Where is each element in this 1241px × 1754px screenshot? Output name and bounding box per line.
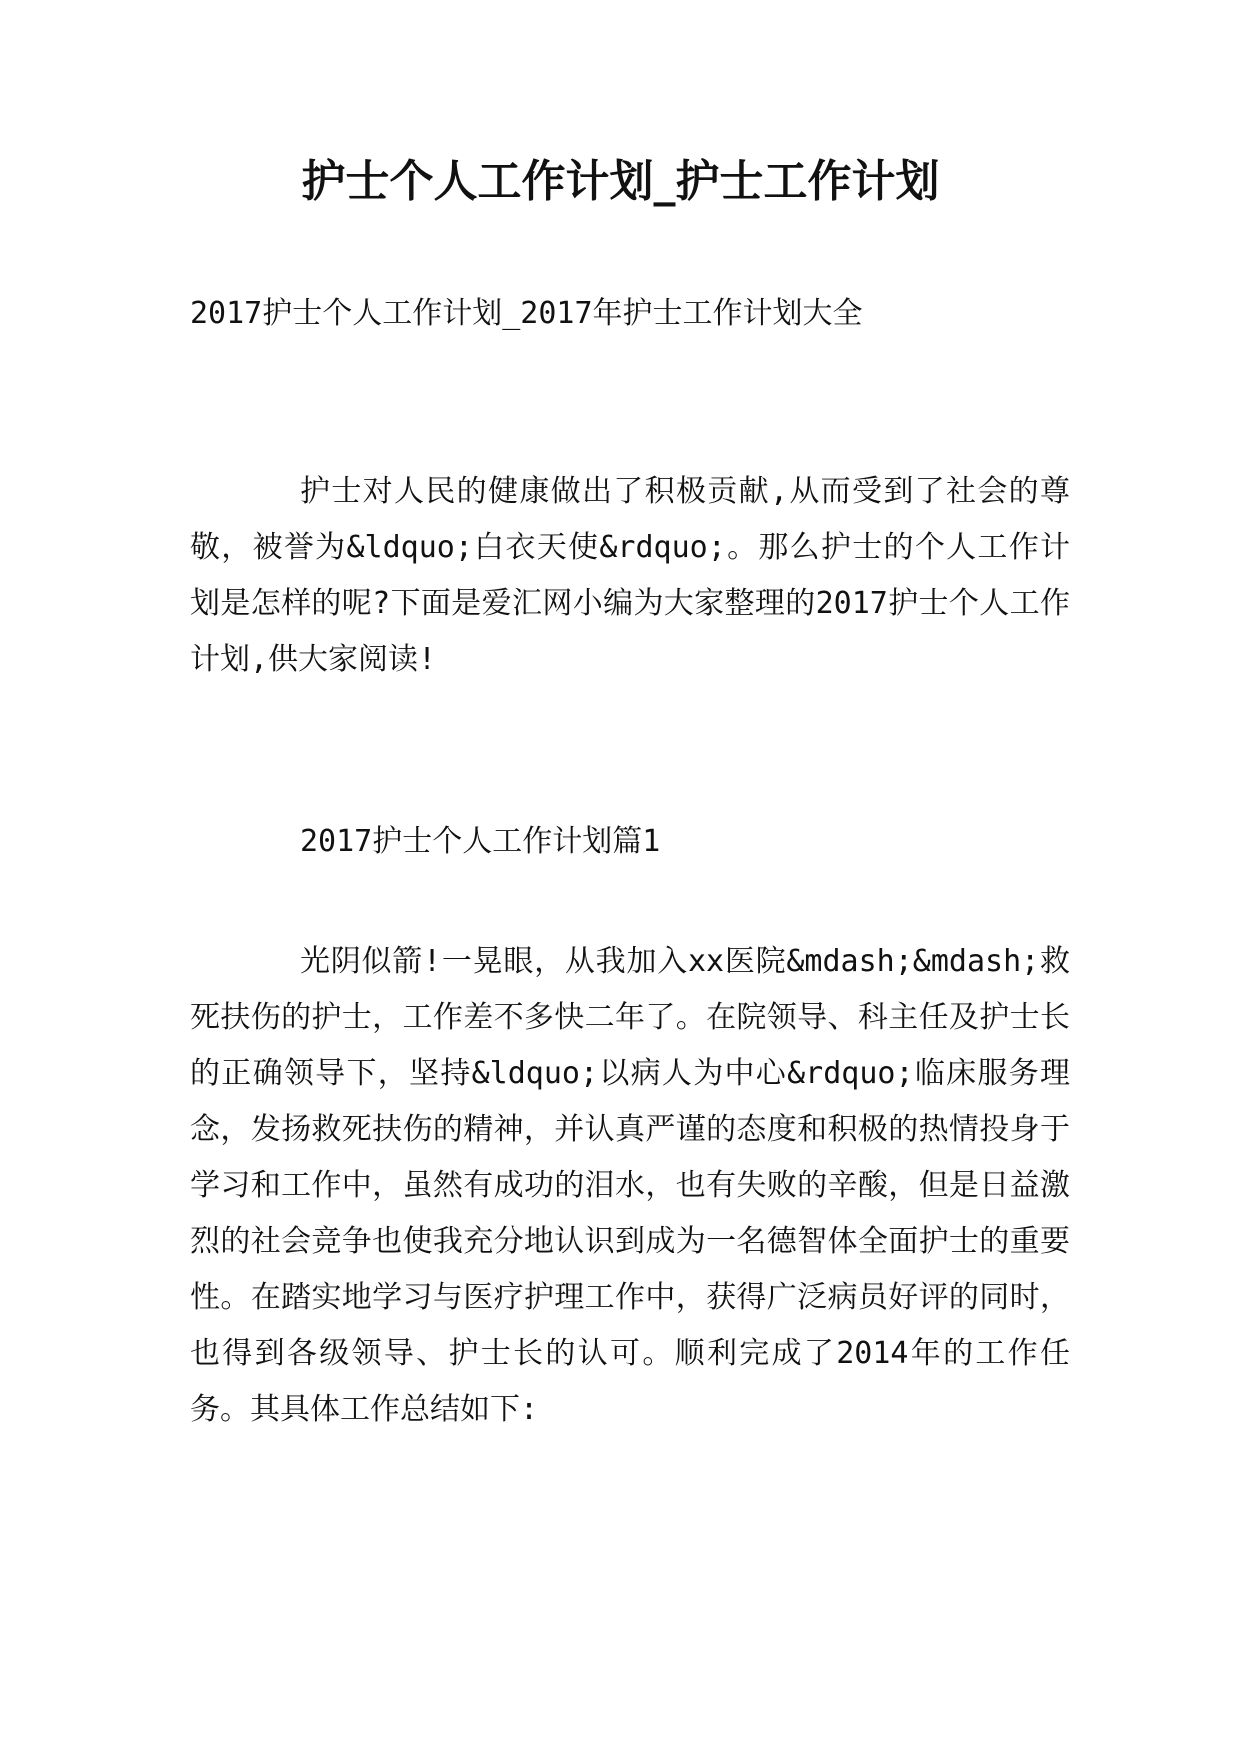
section-heading: 2017护士个人工作计划篇1 xyxy=(300,824,661,859)
intro-paragraph: 护士对人民的健康做出了积极贡献,从而受到了社会的尊敬，被誉为&ldquo;白衣天使&rdquo;。那么护士的个人工作计划是怎样的呢?下面是爱汇网小编为大家整理的2017护士个人工作计划,供大家阅读! xyxy=(190,474,1070,677)
document-title: 护士个人工作计划_护士工作计划 xyxy=(301,156,940,207)
document-subtitle: 2017护士个人工作计划_2017年护士工作计划大全 xyxy=(190,296,863,331)
body-paragraph: 光阴似箭!一晃眼，从我加入xx医院&mdash;&mdash;救死扶伤的护士，工作差不多快二年了。在院领导、科主任及护士长的正确领导下，坚持&ldquo;以病人为中心&rdquo;临床服务理念，发扬救死扶伤的精神，并认真严谨的态度和积极的热情投身于学习和工作中，虽然有成功的泪水，也有失败的辛酸，但是日益激烈的社会竞争也使我充分地认识到成为一名德智体全面护士的重要性。在踏实地学习与医疗护理工作中，获得广泛病员好评的同时，也得到各级领导、护士长的认可。顺利完成了2014年的工作任务。其具体工作总结如下: xyxy=(190,944,1070,1427)
